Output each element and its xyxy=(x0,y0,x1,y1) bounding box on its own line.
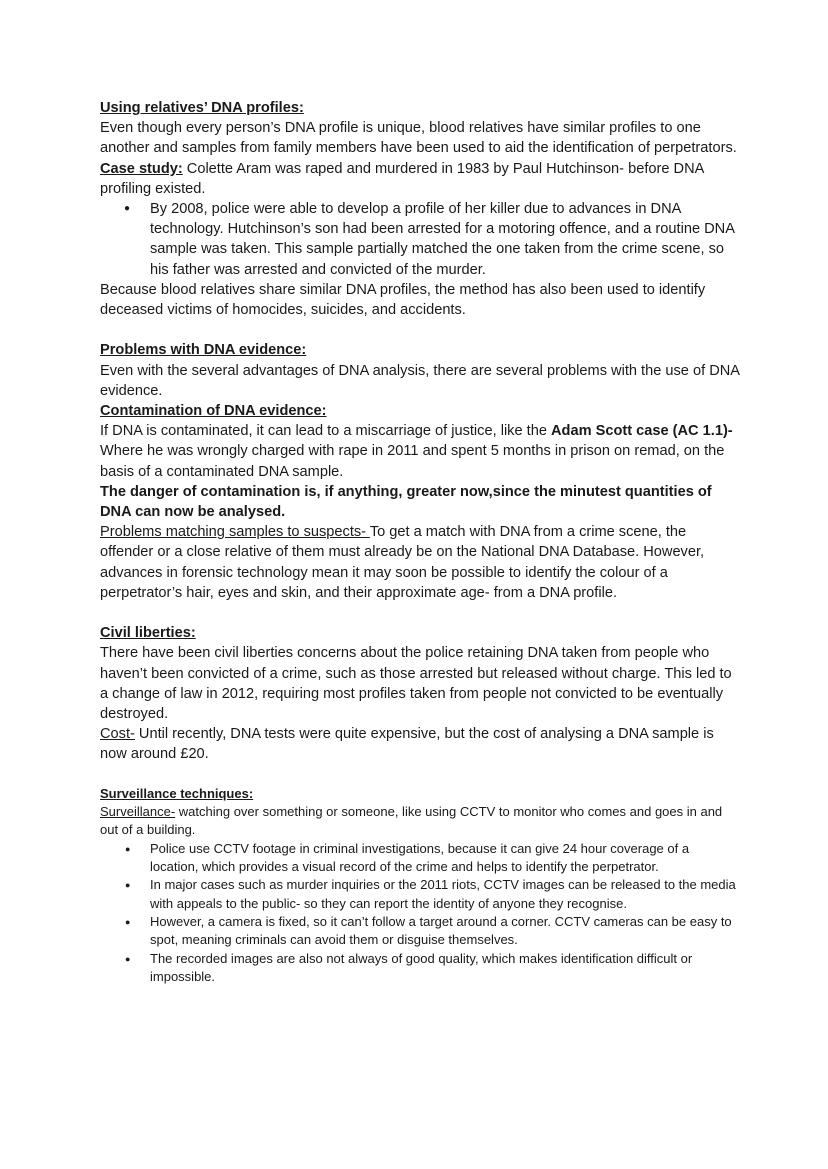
case-study-text: Colette Aram was raped and murdered in 1983 by Paul Hutchinson- before DNA profiling existed. xyxy=(100,160,704,197)
matching-text: To get a match with DNA from a crime scene, the offender or a close relative of them must already be on the National DNA Database. However, advances in forensic technology mean it may soon be possible to identify the colour of a perpetrator’s hair, eyes and skin, and their approximate age- from a DNA profile. xyxy=(100,524,705,601)
relatives-outro: Because blood relatives share similar DNA profiles, the method has also been used to identify deceased victims of homocides, suicides, and accidents. xyxy=(100,281,706,319)
list-item: ● The recorded images are also not always of good quality, which makes identification difficult or impossible. xyxy=(150,950,740,987)
case-study-paragraph xyxy=(100,159,740,199)
relatives-intro: Even though every person’s DNA profile is unique, blood relatives have similar profiles to one another and samples from family members have been used to aid the identification of perpetrators. xyxy=(100,120,737,157)
section-relatives xyxy=(100,98,740,320)
section-problems xyxy=(100,340,740,603)
section-civil-liberties xyxy=(100,623,740,764)
list-item: ● By 2008, police were able to develop a profile of her killer due to advances in DNA technology. Hutchinson’s son had been arrested for a motoring offence, and a routine DNA sample was taken. This sample partially matched the one taken from the crime scene, so his father was arrested and convicted of the murder. xyxy=(150,199,740,280)
section-surveillance xyxy=(100,785,740,986)
case-study-label: Case study: xyxy=(100,160,183,177)
spacer xyxy=(100,320,740,340)
heading-relatives: Using relatives’ DNA profiles: xyxy=(100,100,304,116)
list-item: ● In major cases such as murder inquiries or the 2011 riots, CCTV images can be released to the media with appeals to the public- so they can report the identity of anyone they recognise. xyxy=(150,876,740,913)
contamination-paragraph xyxy=(100,421,740,482)
cost-label: Cost- xyxy=(100,726,135,743)
surveillance-definition xyxy=(100,803,740,840)
surveillance-bullet-list xyxy=(100,840,740,986)
surveillance-def-text: watching over something or someone, like using CCTV to monitor who comes and goes in and out of a building. xyxy=(100,804,723,838)
list-item: ● However, a camera is fixed, so it can’t follow a target around a corner. CCTV cameras can be easy to spot, meaning criminals can avoid them or disguise themselves. xyxy=(150,913,740,950)
document-page xyxy=(100,98,740,986)
cost-text: Until recently, DNA tests were quite expensive, but the cost of analysing a DNA sample is now around £20. xyxy=(100,726,714,763)
matching-paragraph xyxy=(100,522,740,603)
contamination-post: Where he was wrongly charged with rape in 2011 and spent 5 months in prison on remad, on the basis of a contaminated DNA sample. xyxy=(100,443,725,480)
problems-intro: Even with the several advantages of DNA analysis, there are several problems with the use of DNA evidence. xyxy=(100,362,740,399)
cost-paragraph xyxy=(100,724,740,764)
heading-contamination: Contamination of DNA evidence: xyxy=(100,403,327,420)
heading-surveillance: Surveillance techniques: xyxy=(100,785,254,801)
contamination-case-name: Adam Scott case (AC 1.1)- xyxy=(551,423,733,440)
list-item: ● Police use CCTV footage in criminal investigations, because it can give 24 hour coverage of a location, which provides a visual record of the crime and helps to identify the perpetrator. xyxy=(150,840,740,877)
relatives-bullet-list xyxy=(100,199,740,280)
danger-statement: The danger of contamination is, if anything, greater now,since the minutest quantities of DNA can now be analysed. xyxy=(100,483,712,521)
civil-liberties-text: There have been civil liberties concerns about the police retaining DNA taken from people who haven’t been convicted of a crime, such as those arrested but released without charge. This led to a change of law in 2012, requiring most profiles taken from people not convicted to be eventually destroyed. xyxy=(100,645,732,723)
heading-civil-liberties: Civil liberties: xyxy=(100,625,196,642)
heading-problems: Problems with DNA evidence: xyxy=(100,342,307,359)
surveillance-label: Surveillance- xyxy=(100,804,176,820)
spacer xyxy=(100,603,740,623)
matching-label: Problems matching samples to suspects- xyxy=(100,524,370,541)
contamination-pre: If DNA is contaminated, it can lead to a miscarriage of justice, like the xyxy=(100,423,551,440)
spacer xyxy=(100,765,740,785)
